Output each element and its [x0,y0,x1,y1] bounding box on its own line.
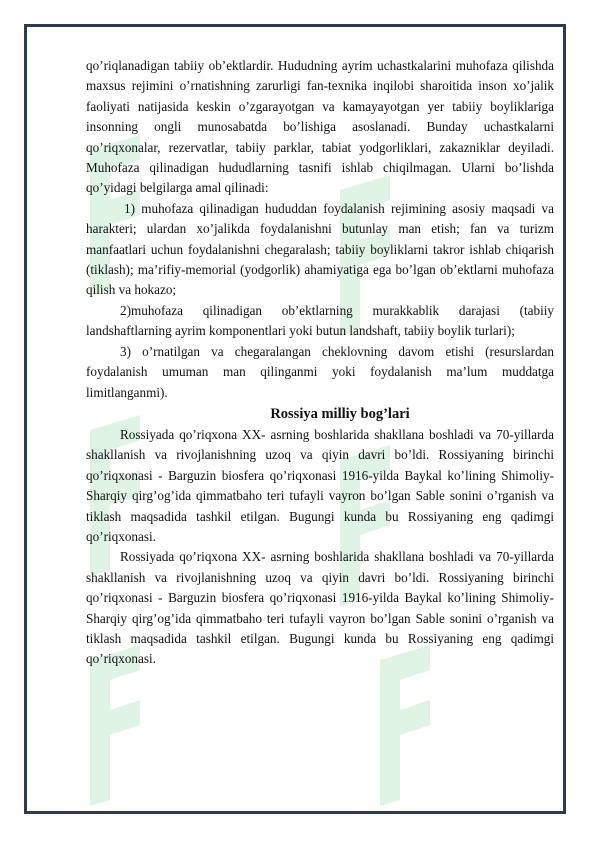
section-heading: Rossiya milliy bog’lari [270,405,410,422]
paragraph-intro: qo’riqlanadigan tabiiy ob’ektlardir. Hududning ayrim uchastkalarini muhofaza qilishda maxsus rejimini o’rnatishning zarurligi fan-texnika inqilobi sharoitida inson xo’jalik faoliyati natijasida keskin o’zgarayotgan va kamayayotgan yer tabiiy boyliklariga insonning ongli munosabatda bo’lishiga asoslanadi. Bunday uchastkalarni qo’riqxonalar, rezervatlar, tabiiy parklar, tabiat yodgorliklari, zakazniklar deyiladi. Muhofaza qilinadigan hududlarning tasnifi ishlab chiqilmagan. Ularni bo’lishda qo’yidagi belgilarga amal qilinadi: [86,58,554,196]
list-item-1: 1) muhofaza qilinadigan hududdan foydalanish rejimining asosiy maqsadi va harakteri; ulardan xo’jalikda foydalanishni butunlay man etish; fan va turizm manfaatlari uchun foydalanishni chegaralash; tabiiy boyliklarni takror ishlab chiqarish (tiklash); ma’rifiy-memorial (yodgorlik) ahamiyatiga ega bo’lgan ob’ektlarni muhofaza qilish va hokazo; [86,200,554,298]
list-item-3: 3) o’rnatilgan va chegaralangan cheklovning davom etishi (resurslardan foydalanish umuman man qilinganmi yoki foydalanish ma’lum muddatga limitlanganmi). [86,343,554,400]
list-item-2: 2)muhofaza qilinadigan ob’ektlarning murakkablik darajasi (tabiiy landshaftlarning ayrim komponentlari yoki butun landshaft, tabiiy boylik turlari); [86,302,554,339]
paragraph-russia-1: Rossiyada qo’riqxona XX- asrning boshlarida shakllana boshladi va 70-yillarda shakllanish va rivojlanishning uzoq va qiyin davri bo’ldi. Rossiyaning birinchi qo’riqxonasi - Barguzin biosfera qo’riqxonasi 1916-yilda Baykal ko’lining Shimoliy-Sharqiy qirg’og’ida qimmatbaho teri tufayli vayron bo’lgan Sable sonini o’rganish va tiklash maqsadida tashkil etilgan. Bugungi kunda bu Rossiyaning eng qadimgi qo’riqxonasi. [86,426,554,544]
document-body [86,56,554,670]
paragraph-russia-2: Rossiyada qo’riqxona XX- asrning boshlarida shakllana boshladi va 70-yillarda shakllanish va rivojlanishning uzoq va qiyin davri bo’ldi. Rossiyaning birinchi qo’riqxonasi - Barguzin biosfera qo’riqxonasi 1916-yilda Baykal ko’lining Shimoliy-Sharqiy qirg’og’ida qimmatbaho teri tufayli vayron bo’lgan Sable sonini o’rganish va tiklash maqsadida tashkil etilgan. Bugungi kunda bu Rossiyaning eng qadimgi qo’riqxonasi. [86,549,554,667]
